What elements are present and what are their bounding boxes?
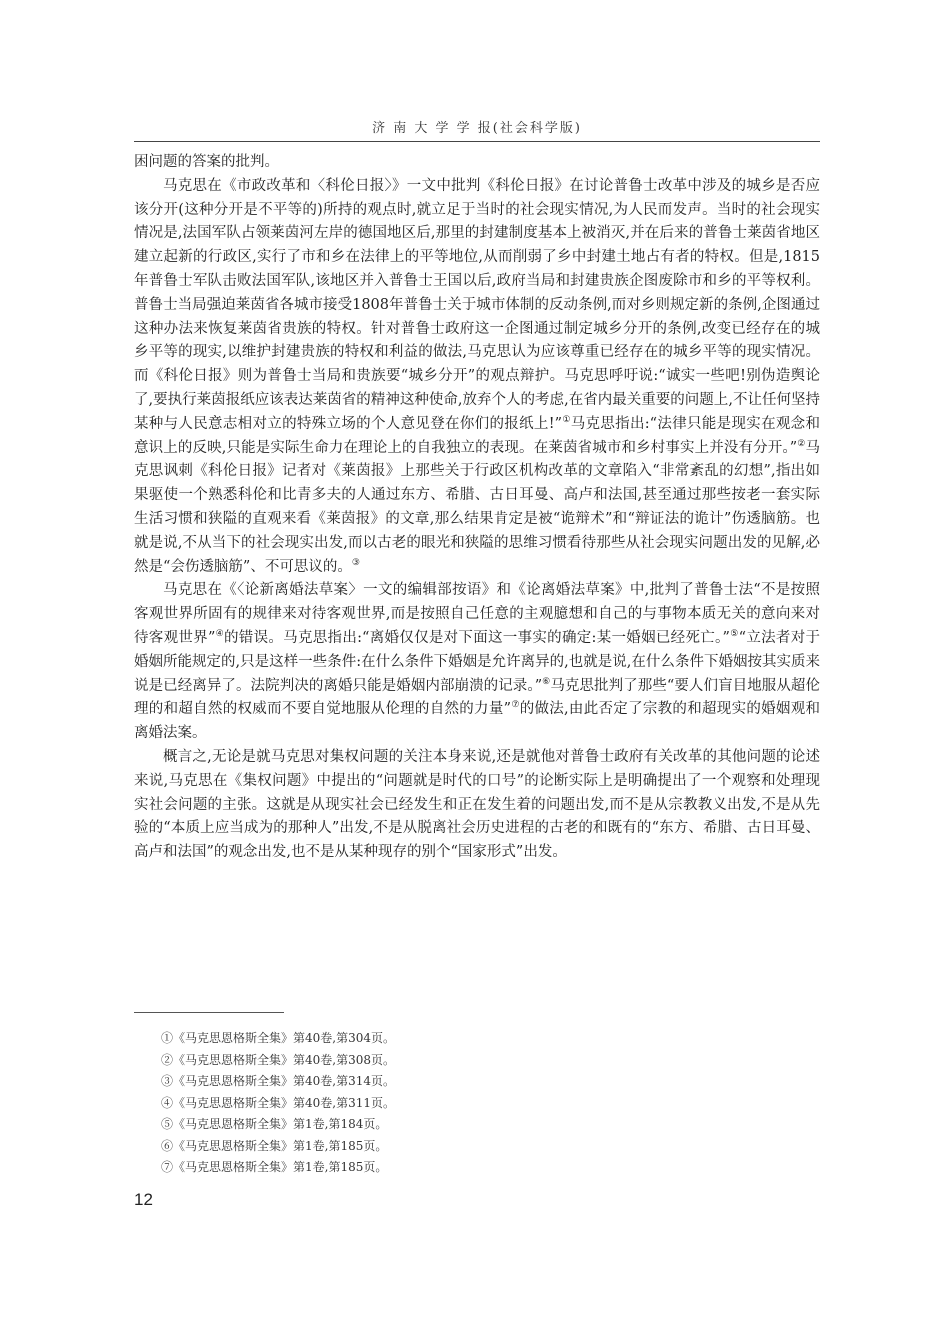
- paragraph-text: 马克思在《〈论新离婚法草案〉一文的编辑部按语》和《论离婚法草案》中,批判了普鲁士法“不是按照客观世界所固有的规律来对待客观世界,而是按照自己任意的主观臆想和自己的与事物本质无关的意向来对待客观世界”: [134, 582, 820, 646]
- footnote-reference: ②: [797, 438, 806, 449]
- footnote-reference: ④: [215, 629, 225, 640]
- footnote-item: ⑥《马克思恩格斯全集》第1卷,第185页。: [161, 1138, 388, 1153]
- body-paragraph: [134, 175, 820, 580]
- footnote-reference: ⑦: [511, 700, 520, 711]
- paragraph-text: 马克思指出:“法律只能是现实在观念和意识上的反映,只能是实际生命力在理论上的自我独立的表现。在莱茵省城市和乡村事实上并没有分开。”: [134, 415, 820, 456]
- footnote-item: ①《马克思恩格斯全集》第40卷,第304页。: [161, 1031, 395, 1045]
- header-rule: [134, 141, 820, 142]
- footnote-reference: ⑤: [729, 629, 739, 640]
- body-paragraph: [134, 579, 820, 746]
- paragraph-text: “立法者对于婚姻所能规定的,只是这样一些条件:在什么条件下婚姻是允许离异的,也就是说,在什么条件下婚姻按其实质来说是已经离异了。法院判决的离婚只能是婚姻内部崩溃的记录。”: [134, 629, 820, 694]
- footnote-reference: ③: [351, 557, 360, 568]
- footnote-item: ④《马克思恩格斯全集》第40卷,第311页。: [161, 1095, 395, 1110]
- footnotes: [161, 1028, 395, 1179]
- footnote-rule: [134, 1012, 284, 1013]
- page-number: 12: [134, 1190, 153, 1209]
- body-paragraph: [134, 746, 820, 865]
- footnote-item: ⑤《马克思恩格斯全集》第1卷,第184页。: [161, 1117, 388, 1131]
- paragraph-text: 马克思讽刺《科伦日报》记者对《莱茵报》上那些关于行政区机构改革的文章陷入“非常紊乱的幻想”,指出如果驱使一个熟悉科伦和比青多夫的人通过东方、希腊、古日耳曼、高卢和法国,甚至通过那些按老一套实际生活习惯和狭隘的直观来看《莱茵报》的文章,那么结果肯定是被“诡辩术”和“辩证法的诡计”伤透脑筋。也就是说,不从当下的社会现实出发,而以古老的眼光和狭隘的思维习惯看待那些从社会现实问题出发的见解,必然是“会伤透脑筋”、不可思议的。: [134, 439, 820, 575]
- paragraph-text: 的错误。马克思指出:“离婚仅仅是对下面这一事实的确定:某一婚姻已经死亡。”: [224, 629, 730, 646]
- paragraph-text: 马克思批判了那些“要人们盲目地服从超伦理的和超自然的权威而不要自觉地服从伦理的自然的力量”: [134, 677, 820, 718]
- running-head: 济 南 大 学 学 报(社会科学版): [372, 121, 582, 136]
- paragraph-text: 的做法,由此否定了宗教的和超现实的婚姻观和离婚法案。: [134, 701, 820, 742]
- paragraph-text: 困问题的答案的批判。: [134, 154, 279, 170]
- footnote-reference: ①: [562, 414, 571, 425]
- footnote-reference: ⑥: [542, 676, 551, 687]
- footnote-item: ⑦《马克思恩格斯全集》第1卷,第185页。: [161, 1160, 388, 1174]
- paragraph-text: 概言之,无论是就马克思对集权问题的关注本身来说,还是就他对普鲁士政府有关改革的其他问题的论述来说,马克思在《集权问题》中提出的“问题就是时代的口号”的论断实际上是明确提出了一个观察和处理现实社会问题的主张。这就是从现实社会已经发生和正在发生着的问题出发,而不是从宗教教义出发,不是从先验的“本质上应当成为的那种人”出发,不是从脱离社会历史进程的古老的和既有的“东方、希腊、古日耳曼、高卢和法国”的观念出发,也不是从某种现存的别个“国家形式”出发。: [134, 748, 820, 861]
- article-body: [134, 151, 820, 865]
- paragraph-text: 马克思在《市政改革和〈科伦日报〉》一文中批判《科伦日报》在讨论普鲁士改革中涉及的城乡是否应该分开(这种分开是不平等的)所持的观点时,就立足于当时的社会现实情况,为人民而发声。当时的社会现实情况是,法国军队占领莱茵河左岸的德国地区后,那里的封建制度基本上被消灭,并在后来的普鲁士莱茵省地区建立起新的行政区,实行了市和乡在法律上的平等地位,从而削弱了乡中封建土地占有者的特权。但是,1815年普鲁士军队击败法国军队,该地区并入普鲁士王国以后,政府当局和封建贵族企图废除市和乡的平等权利。普鲁士当局强迫莱茵省各城市接受1808年普鲁士关于城市体制的反动条例,而对乡则规定新的条例,企图通过这种办法来恢复莱茵省贵族的特权。针对普鲁士政府这一企图通过制定城乡分开的条例,改变已经存在的城乡平等的现实,以维护封建贵族的特权和利益的做法,马克思认为应该尊重已经存在的城乡平等的现实情况。而《科伦日报》则为普鲁士当局和贵族要“城乡分开”的观点辩护。马克思呼吁说:“诚实一些吧!别伪造舆论了,要执行莱茵报纸应该表达莱茵省的精神这种使命,放弃个人的考虑,在省内最关重要的问题上,不让任何坚持某种与人民意志相对立的特殊立场的个人意见登在你们的报纸上!”: [134, 177, 820, 432]
- body-paragraph: [134, 151, 820, 175]
- footnote-item: ②《马克思恩格斯全集》第40卷,第308页。: [161, 1052, 395, 1067]
- footnote-item: ③《马克思恩格斯全集》第40卷,第314页。: [161, 1074, 395, 1088]
